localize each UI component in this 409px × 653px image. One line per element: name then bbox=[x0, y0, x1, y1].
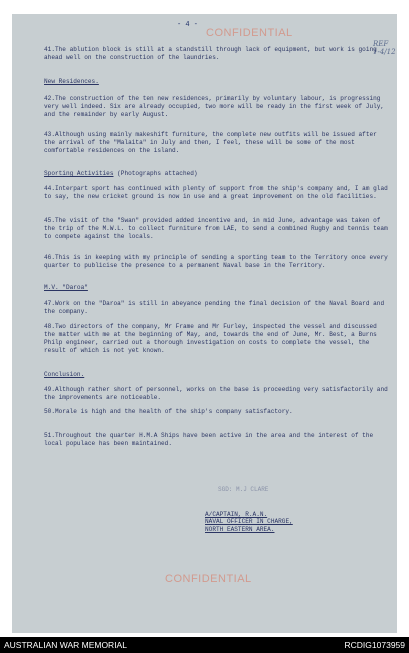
heading-suffix: (Photographs attached) bbox=[113, 170, 198, 177]
footer-record-id: RCDIG1073959 bbox=[344, 640, 405, 650]
heading-new-residences: New Residences. bbox=[44, 78, 99, 85]
signature-area: NORTH EASTERN AREA. bbox=[205, 525, 275, 533]
paragraph-number: 51. bbox=[44, 432, 55, 439]
paragraph-46 bbox=[44, 254, 388, 270]
page-number: - 4 - bbox=[177, 21, 199, 29]
paragraph-42 bbox=[44, 95, 388, 119]
paragraph-number: 41. bbox=[44, 46, 55, 53]
paragraph-text: Morale is high and the health of the ship's company satisfactory. bbox=[54, 408, 293, 415]
margin-annotation-text: REF 1-4/12 bbox=[373, 40, 396, 56]
paragraph-number: 50. bbox=[44, 408, 55, 415]
paragraph-number: 47. bbox=[44, 300, 55, 307]
paragraph-number: 43. bbox=[44, 131, 55, 138]
confidential-stamp-top: CONFIDENTIAL bbox=[206, 27, 293, 39]
paragraph-text: Work on the "Daroa" is still in abeyance pending the final decision of the Naval Board and the company. bbox=[44, 300, 385, 316]
paragraph-text: The ablution block is still at a standstill through lack of equipment, but work is going ahead well on the construction of the laundries. bbox=[44, 46, 377, 62]
paragraph-51 bbox=[44, 432, 388, 448]
paragraph-41 bbox=[44, 46, 388, 62]
heading-sporting-activities bbox=[44, 170, 388, 178]
signature-block bbox=[205, 511, 293, 533]
heading-text: Sporting Activities bbox=[44, 170, 114, 177]
paragraph-text: Throughout the quarter H.M.A Ships have been active in the area and the interest of the local populace has been maintained. bbox=[44, 432, 374, 448]
archive-footer bbox=[0, 637, 409, 653]
paragraph-number: 48. bbox=[44, 323, 55, 330]
signature-title: NAVAL OFFICER IN CHARGE, bbox=[205, 518, 293, 526]
paragraph-48 bbox=[44, 323, 388, 355]
paragraph-text: Although rather short of personnel, works on the base is proceeding very satisfactorily and the improvements are noticeable. bbox=[44, 386, 388, 402]
paragraph-text: Although using mainly makeshift furniture, the complete new outfits will be issued after the arrival of the "Malaita" in July and then, I feel, these will be some of the most comfortable residences on the island. bbox=[44, 131, 377, 155]
paragraph-number: 49. bbox=[44, 386, 55, 393]
paragraph-43 bbox=[44, 131, 388, 155]
paragraph-text: Two directors of the company, Mr Frame and Mr Furley, inspected the vessel and discussed the matter with me at the beginning of May, and, towards the end of June, Mr. Best, a Burns Philp engineer, carried out a thorough investigation on costs to complete the vessel, the result of which is not yet known. bbox=[44, 323, 377, 355]
confidential-stamp-bottom: CONFIDENTIAL bbox=[165, 573, 252, 585]
paragraph-44 bbox=[44, 185, 388, 201]
signature-rank: A/CAPTAIN, R.A.N. bbox=[205, 511, 268, 518]
heading-conclusion: Conclusion. bbox=[44, 371, 85, 378]
paragraph-49 bbox=[44, 386, 388, 402]
paragraph-50 bbox=[44, 408, 388, 416]
paragraph-47 bbox=[44, 300, 388, 316]
document-page bbox=[12, 14, 397, 633]
footer-institution: AUSTRALIAN WAR MEMORIAL bbox=[4, 640, 127, 650]
paragraph-number: 44. bbox=[44, 185, 55, 192]
paragraph-text: The construction of the ten new residences, primarily by voluntary labour, is progressing very well indeed. Six are already occupied, two more will be ready in the first week of July, and the remainder by early August. bbox=[44, 95, 385, 119]
paragraph-text: The visit of the "Swan" provided added incentive and, in mid June, advantage was taken of the trip of the M.W.L. to collect furniture from LAE, to send a combined Rugby and tennis team to compete against the locals. bbox=[44, 217, 388, 241]
paragraph-number: 45. bbox=[44, 217, 55, 224]
paragraph-number: 42. bbox=[44, 95, 55, 102]
paragraph-text: Interpart sport has continued with plenty of support from the ship's company and, I am glad to say, the new cricket ground is now in use and a great improvement on the old facilities. bbox=[44, 185, 388, 201]
heading-mv-daroa: M.V. "Daroa" bbox=[44, 284, 88, 291]
signature-sgd: SGD: M.J CLARE bbox=[218, 486, 269, 493]
paragraph-number: 46. bbox=[44, 254, 55, 261]
paragraph-text: This is in keeping with my principle of sending a sporting team to the Territory once every quarter to publicise the presence to a permanent Naval base in the Territory. bbox=[44, 254, 388, 270]
paragraph-45 bbox=[44, 217, 388, 241]
